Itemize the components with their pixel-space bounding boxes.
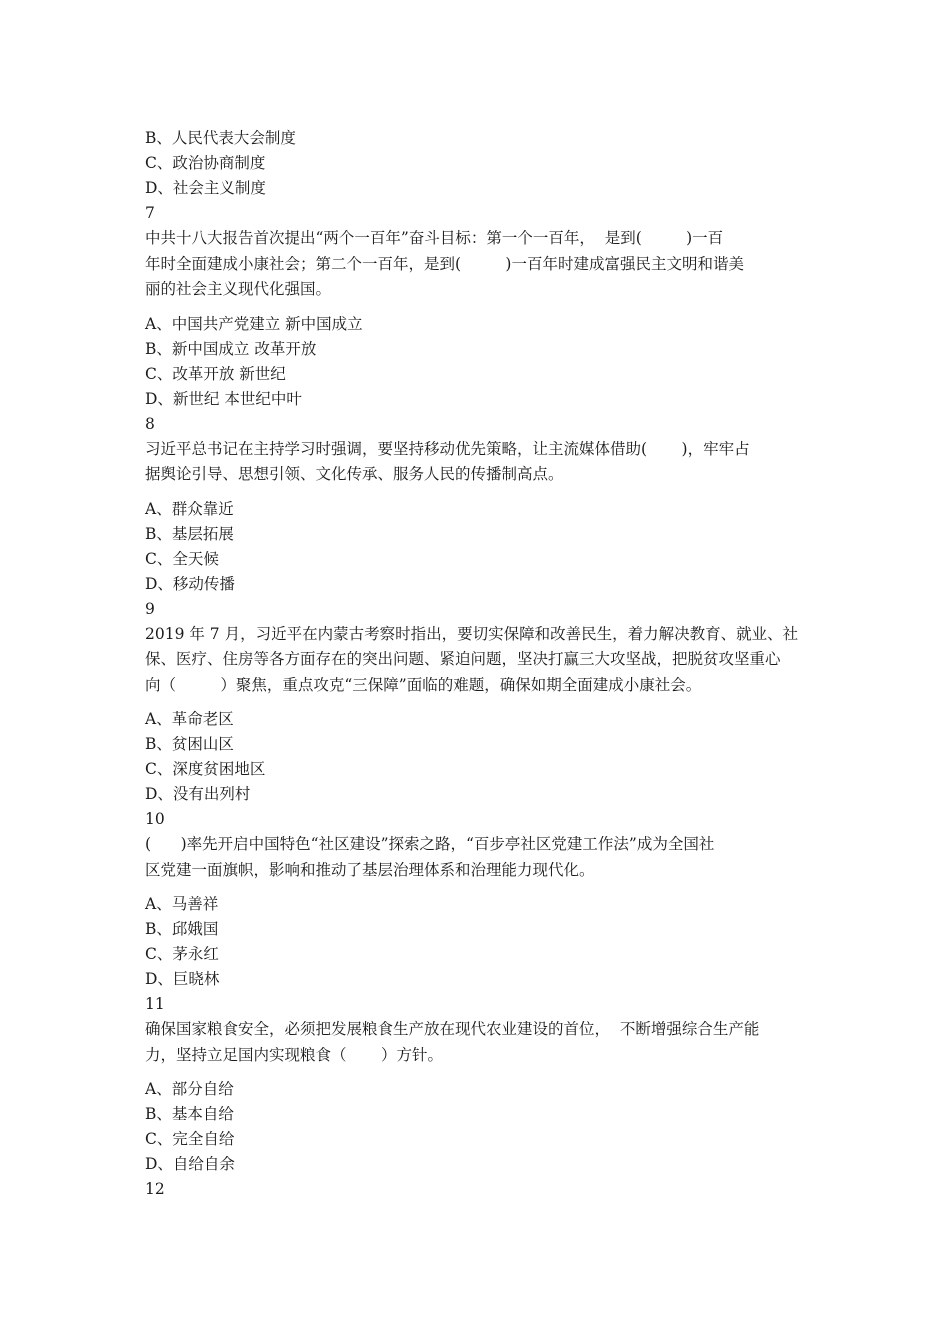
- question-9: [145, 597, 810, 808]
- option-line: A、马善祥: [145, 895, 219, 913]
- question-stem: 中共十八大报告首次提出“两个一百年”奋斗目标：第一个一百年， 是到( )一百 年时全面建成小康社会；第二个一百年，是到( )一百年时建成富强民主文明和谐美 丽的社会主义现代化强国。: [145, 229, 744, 298]
- lead-options: [145, 126, 810, 201]
- question-stem: 确保国家粮食安全，必须把发展粮食生产放在现代农业建设的首位， 不断增强综合生产能 力，坚持立足国内实现粮食（ ）方针。: [145, 1020, 760, 1064]
- question-11: [145, 992, 810, 1177]
- question-number: 12: [145, 1180, 165, 1198]
- option-line: C、深度贫困地区: [145, 760, 266, 778]
- option-line: C、全天候: [145, 549, 219, 568]
- option-line: C、茅永红: [145, 945, 219, 963]
- option-line: D、没有出列村: [145, 785, 251, 803]
- option-line: A、革命老区: [145, 710, 234, 728]
- question-7: [145, 201, 810, 412]
- question-number: 10: [145, 810, 165, 828]
- question-stem: ( )率先开启中国特色“社区建设”探索之路，“百步亭社区党建工作法”成为全国社 区党建一面旗帜，影响和推动了基层治理体系和治理能力现代化。: [145, 835, 715, 879]
- document-content: [145, 126, 810, 1202]
- question-stem: 习近平总书记在主持学习时强调，要坚持移动优先策略，让主流媒体借助( )，牢牢占 据舆论引导、思想引领、文化传承、服务人民的传播制高点。: [145, 439, 750, 483]
- option-line: D、社会主义制度: [145, 179, 266, 197]
- option-line: A、群众靠近: [145, 499, 234, 518]
- option-line: B、基本自给: [145, 1105, 234, 1123]
- question-stem: 2019 年 7 月，习近平在内蒙古考察时指出，要切实保障和改善民生，着力解决教育、就业、社 保、医疗、住房等各方面存在的突出问题、紧迫问题，坚决打赢三大攻坚战，把脱贫攻坚重心 向（ ）聚焦，重点攻克“三保障”面临的难题，确保如期全面建成小康社会。: [145, 624, 799, 694]
- question-number: 8: [145, 414, 155, 433]
- option-line: B、邱娥国: [145, 920, 219, 938]
- option-line: B、人民代表大会制度: [145, 129, 296, 147]
- question-number: 9: [145, 599, 155, 618]
- option-line: D、自给自余: [145, 1155, 235, 1173]
- question-number: 7: [145, 204, 155, 222]
- option-line: D、新世纪 本世纪中叶: [145, 389, 302, 408]
- option-line: C、完全自给: [145, 1130, 235, 1148]
- option-line: D、巨晓林: [145, 970, 220, 988]
- option-line: A、部分自给: [145, 1080, 234, 1098]
- option-line: B、贫困山区: [145, 735, 234, 753]
- option-line: A、中国共产党建立 新中国成立: [145, 314, 363, 333]
- option-line: B、基层拓展: [145, 524, 234, 543]
- option-line: C、改革开放 新世纪: [145, 364, 286, 383]
- option-line: B、新中国成立 改革开放: [145, 339, 317, 358]
- option-line: D、移动传播: [145, 574, 235, 593]
- question-10: [145, 807, 810, 992]
- question-number: 11: [145, 995, 165, 1013]
- question-8: [145, 412, 810, 597]
- option-line: C、政治协商制度: [145, 154, 266, 172]
